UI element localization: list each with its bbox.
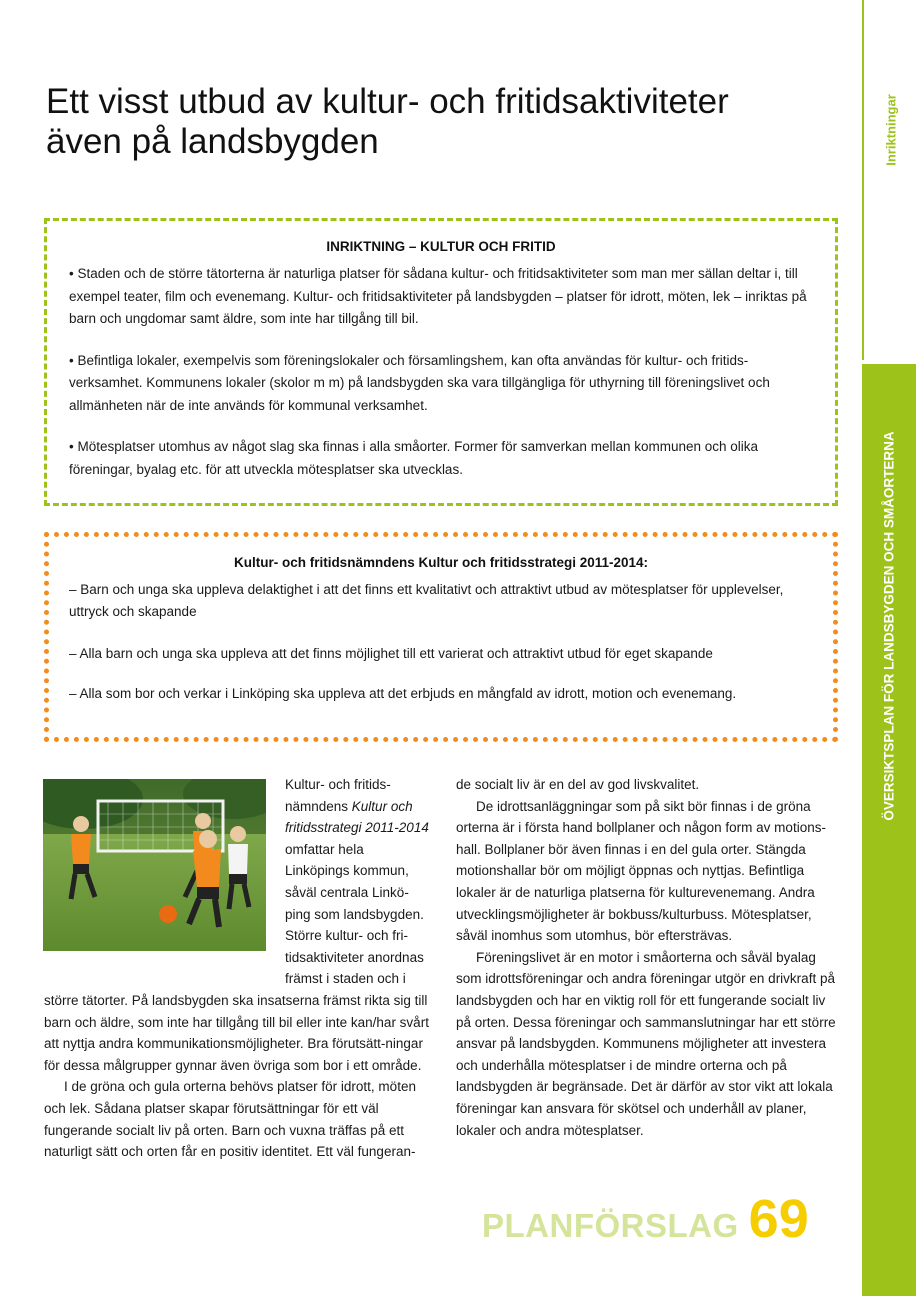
body-paragraph: Föreningslivet är en motor i småorterna och såväl byalag som idrottsföreningar och andra föreningar utgör en drivkraft på landsbygden och har en viktig roll för ett fungerande socialt liv på orten. Dessa föreningar och sammanslutningar har ett större ansvar på landsbygden. Kommunens möjligheter att investera och underhålla mötesplatser i de mindre orterna och på landsbygden är begränsade. Det är därför av stor vikt att lokala föreningar kan ansvara för skötsel och underhåll av planer, lokaler och andra mötesplatser.	[456, 949, 836, 1138]
footer-label: PLANFÖRSLAG	[482, 1207, 739, 1244]
body-column-right	[456, 774, 841, 1141]
strategy-item: – Barn och unga ska uppleva delaktighet i att det finns ett kvalitativt och attraktivt utbud av mötesplatser för upplevelser, uttryck och skapande	[69, 582, 784, 619]
sidebar-top-tab	[862, 0, 916, 360]
page-title-line-1: Ett visst utbud av kultur- och fritidsaktiviteter	[46, 82, 729, 121]
page-title	[46, 82, 826, 162]
body-column-left	[44, 774, 429, 1163]
photo-float-spacer	[44, 774, 285, 974]
page-number: 69	[748, 1189, 809, 1249]
strategy-heading: Kultur- och fritidsnämndens Kultur och fritidsstrategi 2011-2014:	[233, 555, 649, 570]
strategy-item: – Alla barn och unga ska uppleva att det finns möjlighet till ett varierat och attraktivt utbud för eget skapande	[69, 646, 713, 661]
paragraph-intro: Kultur- och fritids-nämndens	[285, 777, 391, 814]
inriktning-heading: INRIKTNING – KULTUR OCH FRITID	[326, 239, 556, 254]
page-footer	[482, 1188, 809, 1250]
strategy-box	[44, 532, 838, 742]
inriktning-bullet: • Staden och de större tätorterna är naturliga platser för sådana kultur- och fritidsaktiviteter som man mer sällan deltar i, till exempel teater, film och evenemang. Kultur- och fritidsaktiviteter på landsbygden – platser för idrott, möten, lek – inriktas på barn och ungdomar samt äldre, som inte har tillgång till bil.	[69, 266, 807, 326]
sidebar-section-label: Inriktningar	[883, 94, 899, 166]
strategy-title-italic: Kultur och fritidsstrategi 2011-2014	[285, 798, 429, 836]
paragraph-continuation: omfattar hela Linköpings kommun, såväl centrala Linkö-ping som landsbygden. Större kultur- och fri-tidsaktiviteter anordnas främst i staden och i större tätorter. På landsbygden ska insatserna främst rikta sig till barn och äldre, som inte har tillgång till bil eller inte kan/har svårt att nyttja andra kommunikationsmöjligheter. Bra förutsätt-ningar för dessa målgrupper gynnar även övriga som bor i ett område.	[44, 841, 429, 1073]
strategy-item: – Alla som bor och verkar i Linköping ska uppleva att det erbjuds en mångfald av idrott, motion och evenemang.	[69, 686, 737, 701]
sidebar-document-title: ÖVERSIKTSPLAN FÖR LANDSBYGDEN OCH SMÅORTERNA	[881, 431, 897, 821]
page-title-line-2: även på landsbygden	[46, 122, 379, 161]
inriktning-box	[44, 218, 838, 506]
body-paragraph: De idrottsanläggningar som på sikt bör finnas i de gröna orterna är i första hand bollplaner och någon form av motions-hall. Bollplaner bör även finnas i en del gula orter. Stängda motionshallar bör om möjligt öppnas och nyttjas. Befintliga lokaler är de naturliga platserna för kulturevenemang. Andra utvecklingsmöjligheter är bokbuss/kulturbuss. Mötesplatser, såväl inomhus som utomhus, bör eftersträvas.	[456, 798, 826, 944]
inriktning-bullet: • Mötesplatser utomhus av något slag ska finnas i alla småorter. Former för samverkan mellan kommunen och olika föreningar, byalag etc. för att utveckla mötesplatser ska utvecklas.	[69, 439, 759, 477]
body-paragraph: I de gröna och gula orterna behövs platser för idrott, möten och lek. Sådana platser skapar förutsättningar för ett väl fungerande socialt liv på orten. Barn och vuxna träffas på ett naturligt sätt och orten får en positiv identitet. Ett väl fungeran-	[44, 1079, 416, 1160]
body-paragraph: de socialt liv är en del av god livskvalitet.	[456, 777, 700, 792]
inriktning-bullet: • Befintliga lokaler, exempelvis som föreningslokaler och församlingshem, kan ofta användas för kultur- och fritids-verksamhet. Kommunens lokaler (skolor m m) på landsbygden ska vara tillgängliga för uthyrning till föreningslivet och allmänheten när de inte används för kommunal verksamhet.	[69, 352, 770, 413]
